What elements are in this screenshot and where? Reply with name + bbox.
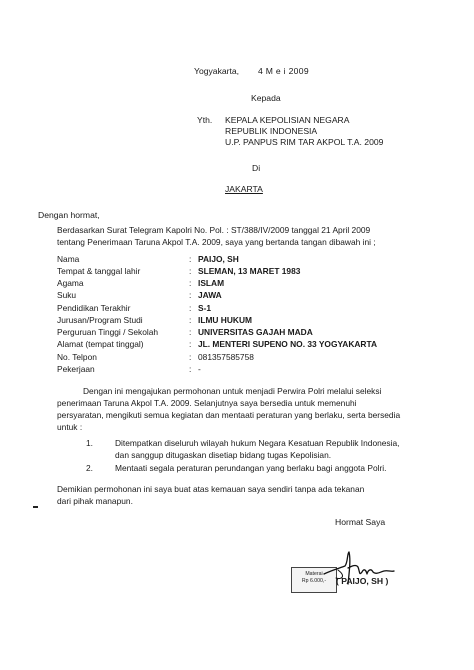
detail-label: Tempat & tanggal lahir xyxy=(57,266,141,276)
detail-value: PAIJO, SH xyxy=(198,254,239,264)
list-number-1: 1. xyxy=(86,438,93,448)
salutation: Dengan hormat, xyxy=(38,210,100,220)
detail-row-pendidikan xyxy=(57,303,437,314)
closing-line-2: dari pihak manapun. xyxy=(57,496,133,506)
detail-value: UNIVERSITAS GAJAH MADA xyxy=(198,327,313,337)
detail-row-nama xyxy=(57,254,437,265)
body-line-2: penerimaan Taruna Akpol T.A. 2009. Selanjutnya saya bersedia untuk memenuhi xyxy=(57,398,357,408)
detail-colon: : xyxy=(189,327,192,337)
stamp-line-2: Rp 6.000,- xyxy=(301,577,327,584)
detail-row-telpon xyxy=(57,352,437,363)
detail-label: Pekerjaan xyxy=(57,364,95,374)
list-number-2: 2. xyxy=(86,463,93,473)
detail-value: 081357585758 xyxy=(198,352,254,362)
detail-label: Jurusan/Program Studi xyxy=(57,315,143,325)
closing-line-1: Demikian permohonan ini saya buat atas kemauan saya sendiri tanpa ada tekanan xyxy=(57,484,365,494)
recipient-line-1: KEPALA KEPOLISIAN NEGARA xyxy=(225,115,350,125)
list-item-2-line-1: Mentaati segala peraturan perundangan yang berlaku bagi anggota Polri. xyxy=(115,463,387,473)
detail-colon: : xyxy=(189,364,192,374)
detail-value: S-1 xyxy=(198,303,212,313)
detail-label: No. Telpon xyxy=(57,352,97,362)
detail-value: SLEMAN, 13 MARET 1983 xyxy=(198,266,301,276)
detail-row-pekerjaan xyxy=(57,364,437,375)
detail-value: JAWA xyxy=(198,290,222,300)
destination-city: JAKARTA xyxy=(225,184,263,194)
detail-value: ISLAM xyxy=(198,278,225,288)
margin-mark xyxy=(33,506,38,508)
detail-value: ILMU HUKUM xyxy=(198,315,252,325)
detail-value: - xyxy=(198,364,201,374)
detail-row-suku xyxy=(57,290,437,301)
signatory-name: ( PAIJO, SH ) xyxy=(336,576,389,586)
intro-line-1: Berdasarkan Surat Telegram Kapolri No. Pol. : ST/388/IV/2009 tanggal 21 April 2009 xyxy=(57,225,371,235)
detail-row-agama xyxy=(57,278,437,289)
detail-label: Nama xyxy=(57,254,80,264)
detail-colon: : xyxy=(189,303,192,313)
stamp-line-1: Materai xyxy=(305,571,323,577)
detail-colon: : xyxy=(189,254,192,264)
recipient-line-3: U.P. PANPUS RIM TAR AKPOL T.A. 2009 xyxy=(225,137,384,147)
detail-colon: : xyxy=(189,290,192,300)
detail-value: JL. MENTERI SUPENO NO. 33 YOGYAKARTA xyxy=(198,339,378,349)
detail-row-jurusan xyxy=(57,315,437,326)
detail-label: Alamat (tempat tinggal) xyxy=(57,339,144,349)
detail-colon: : xyxy=(189,278,192,288)
detail-label: Perguruan Tinggi / Sekolah xyxy=(57,327,159,337)
detail-row-alamat xyxy=(57,339,437,350)
detail-colon: : xyxy=(189,339,192,349)
body-line-3: persyaratan, mengikuti semua kegiatan dan mentaati peraturan yang berlaku, serta bersedia xyxy=(57,410,401,420)
intro-line-2: tentang Penerimaan Taruna Akpol T.A. 2009, saya yang bertanda tangan dibawah ini ; xyxy=(57,237,376,247)
detail-label: Agama xyxy=(57,278,84,288)
detail-colon: : xyxy=(189,352,192,362)
detail-row-ttl xyxy=(57,266,437,277)
place-label: Yogyakarta, xyxy=(194,66,240,76)
di-label: Di xyxy=(252,163,261,173)
detail-label: Pendidikan Terakhir xyxy=(57,303,131,313)
kepada-label: Kepada xyxy=(251,93,281,103)
yth-label: Yth. xyxy=(197,115,213,125)
body-line-4: untuk : xyxy=(57,422,83,432)
letter-date: 4 M e i 2009 xyxy=(258,66,309,76)
recipient-line-2: REPUBLIK INDONESIA xyxy=(225,126,318,136)
list-item-1-line-1: Ditempatkan diseluruh wilayah hukum Negara Kesatuan Republik Indonesia, xyxy=(115,438,400,448)
detail-label: Suku xyxy=(57,290,77,300)
signature-greeting: Hormat Saya xyxy=(335,517,386,527)
detail-colon: : xyxy=(189,315,192,325)
body-line-1: Dengan ini mengajukan permohonan untuk menjadi Perwira Polri melalui seleksi xyxy=(83,386,382,396)
detail-colon: : xyxy=(189,266,192,276)
list-item-1-line-2: dan sanggup ditugaskan disetiap bidang tugas Kepolisian. xyxy=(115,450,332,460)
detail-row-perguruan xyxy=(57,327,437,338)
